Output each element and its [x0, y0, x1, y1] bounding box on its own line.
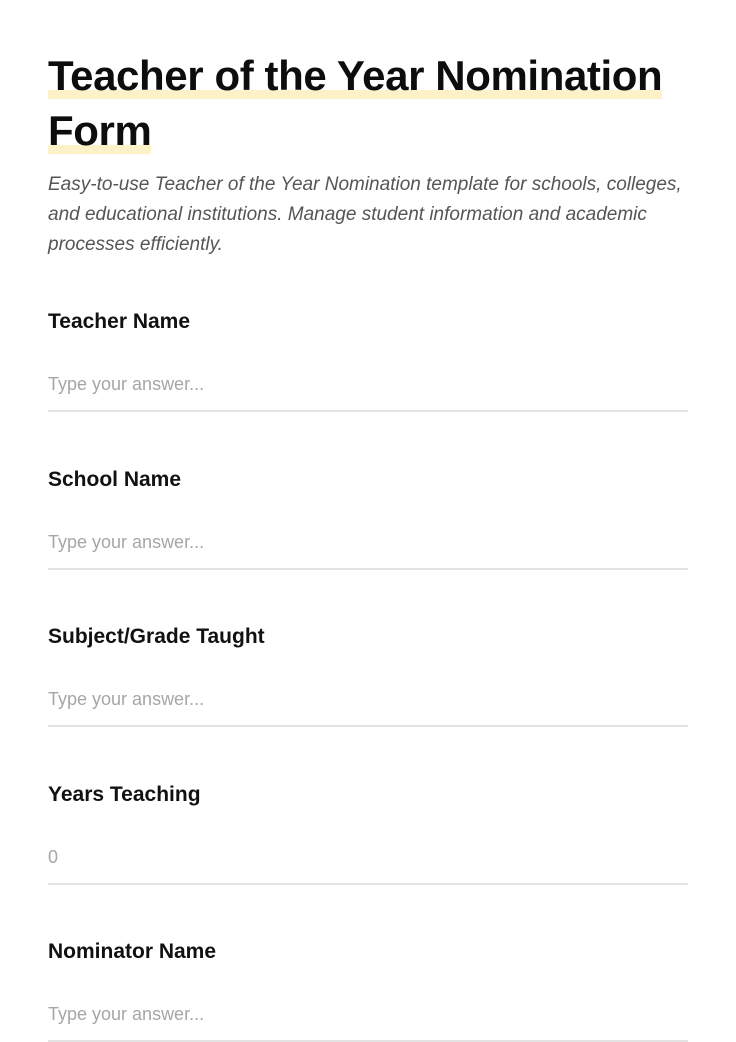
teacher-name-label: Teacher Name — [48, 310, 191, 333]
form-description: Easy-to-use Teacher of the Year Nomination template for schools, colleges, and educational institutions. Manage student information and academic processes efficiently. — [48, 174, 682, 255]
subject-grade-label: Subject/Grade Taught — [48, 625, 265, 648]
teacher-name-input[interactable] — [48, 362, 688, 412]
years-teaching-input[interactable] — [48, 835, 688, 885]
school-name-input[interactable] — [48, 520, 688, 570]
form-title-text: Teacher of the Year Nomination Form — [48, 52, 663, 154]
field-nominator-name — [48, 938, 688, 1042]
field-years-teaching — [48, 781, 688, 885]
form-title — [48, 48, 688, 158]
field-school-name — [48, 466, 688, 570]
field-subject-grade — [48, 623, 688, 727]
nominator-name-input[interactable] — [48, 992, 688, 1042]
nomination-form — [48, 48, 688, 260]
years-teaching-label: Years Teaching — [48, 783, 201, 806]
nominator-name-label: Nominator Name — [48, 940, 217, 963]
subject-grade-input[interactable] — [48, 677, 688, 727]
field-teacher-name — [48, 308, 688, 412]
school-name-label: School Name — [48, 468, 182, 491]
